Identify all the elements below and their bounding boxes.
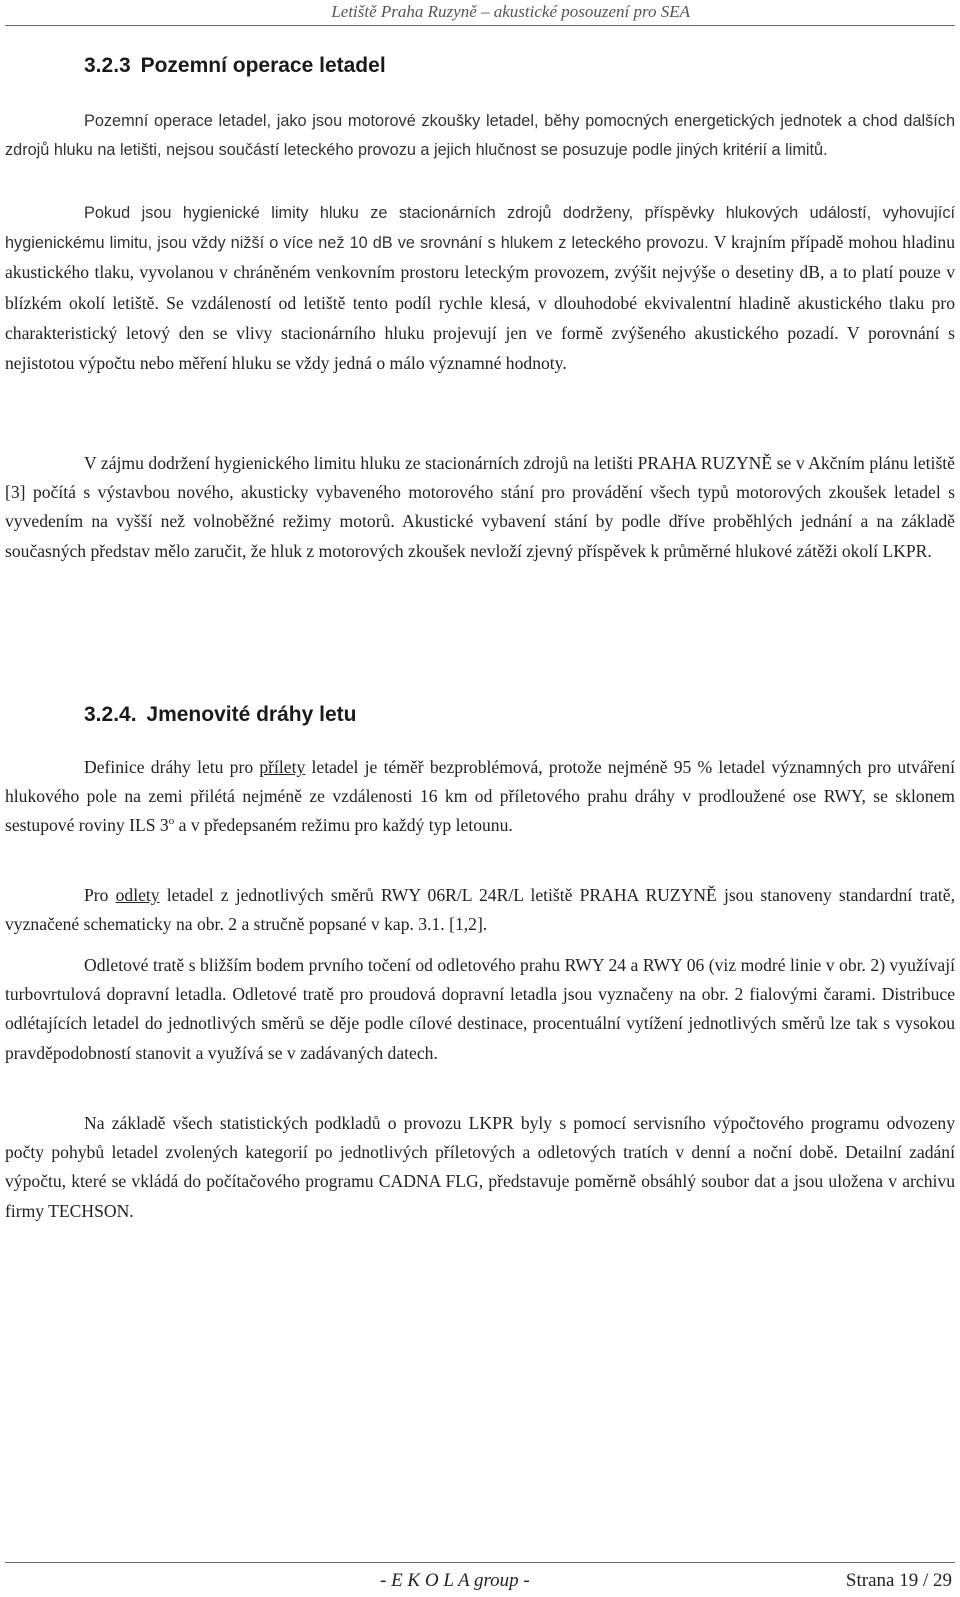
paragraph-arrivals (5, 753, 955, 841)
page-number: Strana 19 / 29 (845, 1570, 952, 1591)
running-header: Letiště Praha Ruzyně – akustické posouzení pro SEA (331, 2, 690, 21)
arrivals-text-b: letadel je téměř bezproblémová, protože nejméně 95 % letadel významných pro utváření hlukového pole na zemi přilétá nejméně ze vzdálenosti 16 km od příletového prahu dráhy v prodloužené ose RWY, se sklonem sestupové roviny ILS 3 (5, 757, 955, 836)
section-heading-3-2-4 (84, 703, 356, 727)
section-heading-3-2-3 (84, 54, 386, 78)
arrivals-underlined: přílety (259, 757, 306, 777)
paragraph-engine-test-stand: V zájmu dodržení hygienického limitu hluku ze stacionárních zdrojů na letišti PRAHA RUZYNĚ se v Akčním plánu letiště [3] počítá s výstavbou nového, akusticky vybaveného motorového stání pro provádění všech typů motorových zkoušek letadel s vyvedením na vyšší než volnoběžné režimy motorů. Akustické vybavení stání by podle dříve proběhlých jednání a na základě současných představ mělo zaručit, že hluk z motorových zkoušek nevloží zjevný příspěvek k průměrné hlukové zátěži okolí LKPR. (5, 453, 955, 561)
header-rule (5, 25, 955, 26)
departures-underlined: odlety (115, 885, 160, 905)
section-number: 3.2.3 (84, 54, 131, 77)
departures-text-b: letadel z jednotlivých směrů RWY 06R/L 24R/L letiště PRAHA RUZYNĚ jsou stanoveny standardní tratě, vyznačené schematicky na obr. 2 a stručně popsané v kap. 3.1. [1,2]. (5, 885, 955, 935)
paragraph-statistics: Na základě všech statistických podkladů o provozu LKPR byly s pomocí servisního výpočtového programu odvozeny počty pohybů letadel zvolených kategorií po jednotlivých příletových a odletových tratích v denní a noční době. Detailní zadání výpočtu, které se vkládá do počítačového programu CADNA FLG, představuje poměrně obsáhlý soubor dat a jsou uložena v archivu firmy TECHSON. (5, 1113, 955, 1221)
arrivals-text-a: Definice dráhy letu pro (84, 757, 260, 777)
paragraph-departure-routes: Odletové tratě s bližším bodem prvního točení od odletového prahu RWY 24 a RWY 06 (viz modré linie v obr. 2) využívají turbovrtulová dopravní letadla. Odletové tratě pro proudová dopravní letadla jsou vyznačeny na obr. 2 fialovými čarami. Distribuce odlétajících letadel do jednotlivých směrů se děje podle cílové destinace, procentuální vytížení jednotlivých směrů lze tak s vysokou pravděpodobností stanovit a využívá se v zadávaných datech. (5, 955, 955, 1063)
degree-superscript: o (168, 815, 175, 828)
paragraph-ground-ops-intro: Pozemní operace letadel, jako jsou motorové zkoušky letadel, běhy pomocných energetických jednotek a chod dalších zdrojů hluku na letišti, nejsou součástí leteckého provozu a jejich hlučnost se posuzuje podle jiných kritérií a limitů. (5, 112, 955, 160)
paragraph-hygienic-limits-serif: V krajním případě mohou hladinu akustického tlaku, vyvolanou v chráněném venkovním prostoru leteckým provozem, zvýšit nejvýše o desetiny dB, a to platí pouze v blízkém okolí letiště. Se vzdáleností od letiště tento podíl rychle klesá, v dlouhodobé ekvivalentní hladině akustického tlaku pro charakteristický letový den se vlivy stacionárního hluku projevují jen ve formě zvýšeného akustického pozadí. V porovnání s nejistotou výpočtu nebo měření hluku se vždy jedná o málo významné hodnoty. (5, 232, 956, 374)
departures-text-a: Pro (84, 885, 116, 905)
paragraph-departures (5, 881, 955, 939)
section-title: Jmenovité dráhy letu (146, 703, 357, 726)
paragraph-hygienic-limits-sans: Pokud jsou hygienické limity hluku ze stacionárních zdrojů dodrženy, příspěvky hlukových událostí, vyhovující hygienickému limitu, jsou vždy nižší o více než 10 dB ve srovnání s hlukem z leteckého provozu. (5, 204, 955, 253)
paragraph-hygienic-limits (5, 199, 955, 379)
section-title: Pozemní operace letadel (140, 54, 386, 77)
footer-company: - E K O L A group - (380, 1570, 530, 1591)
section-number: 3.2.4. (84, 703, 137, 726)
arrivals-text-c: a v předepsaném režimu pro každý typ letounu. (174, 815, 513, 836)
footer-rule (5, 1562, 955, 1563)
